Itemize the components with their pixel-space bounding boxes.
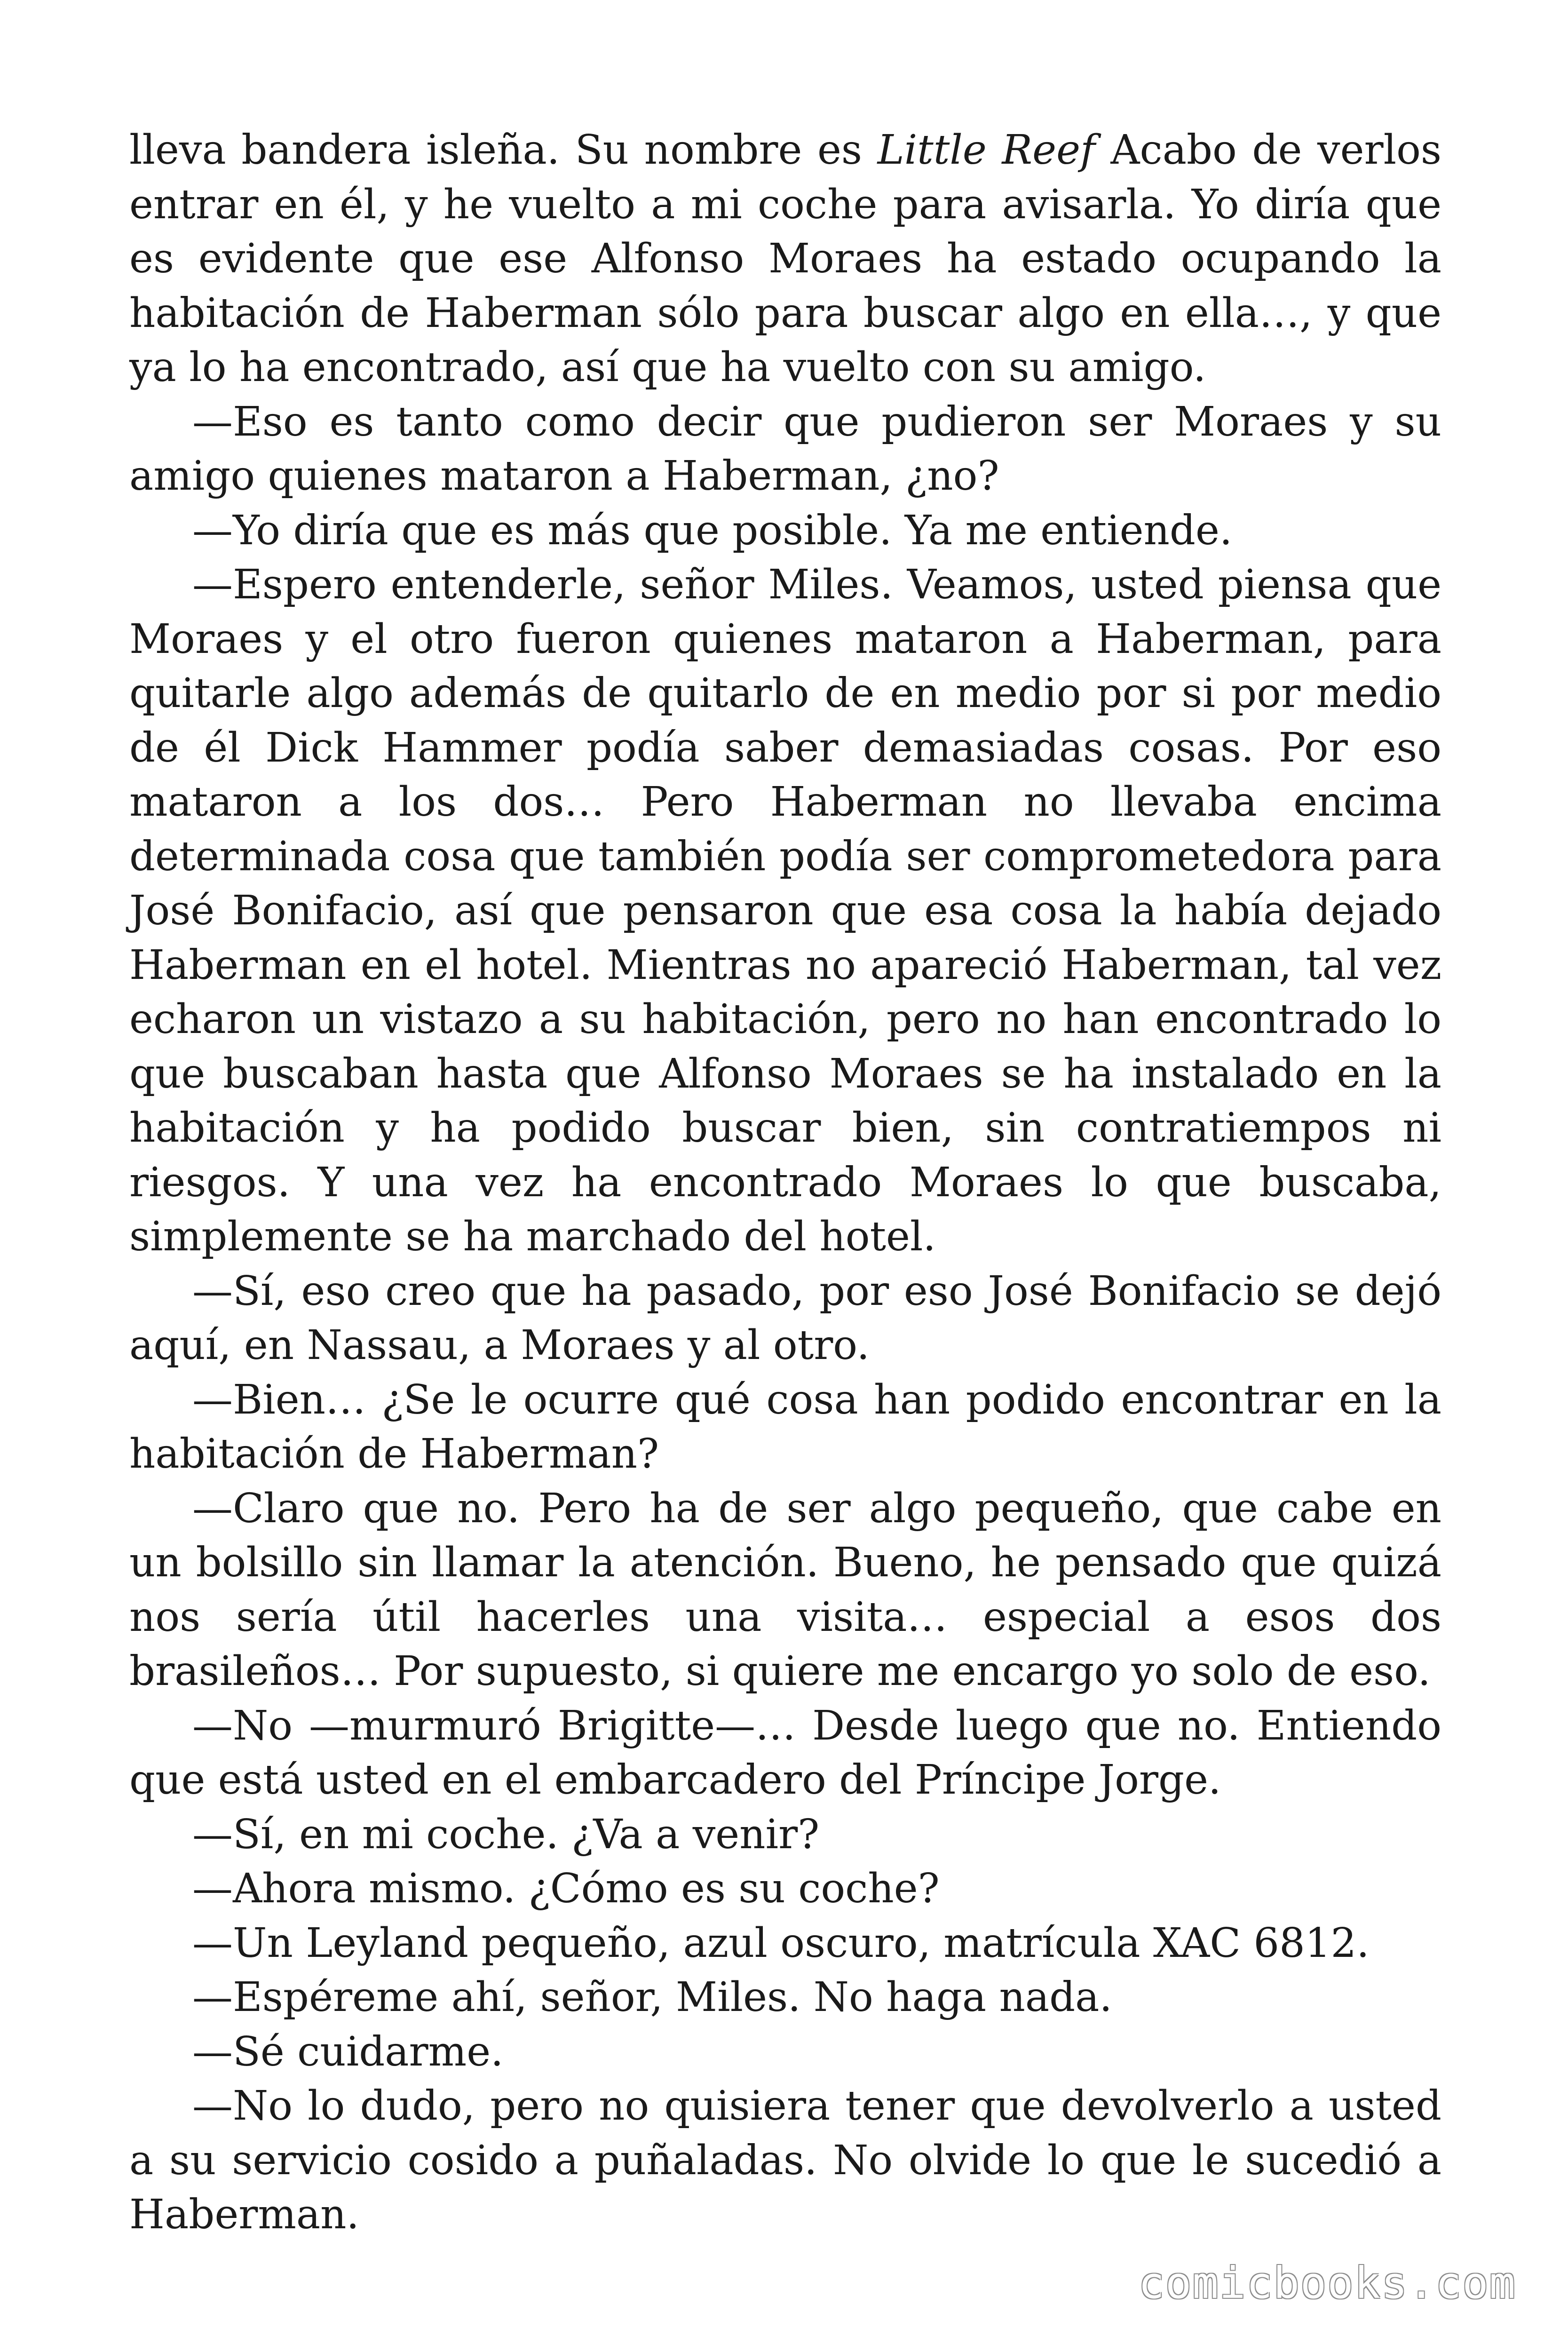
dialogue-paragraph: —No —murmuró Brigitte—… Desde luego que no. Entiendo que está usted en el embarcadero del Príncipe Jorge. — [129, 1702, 1441, 1804]
dialogue-paragraph: —Un Leyland pequeño, azul oscuro, matrícula XAC 6812. — [192, 1919, 1370, 1967]
dialogue-paragraph: —Eso es tanto como decir que pudieron ser Moraes y su amigo quienes mataron a Haberman, ¿no? — [129, 398, 1441, 500]
watermark: comicbooks.com — [1138, 2258, 1516, 2308]
dialogue-paragraph: —Sí, en mi coche. ¿Va a venir? — [192, 1811, 820, 1858]
dialogue-paragraph: —Espero entenderle, señor Miles. Veamos, usted piensa que Moraes y el otro fueron quienes mataron a Haberman, para quitarle algo además de quitarlo de en medio por si por medio de él Dick Hammer podía saber demasiadas cosas. Por eso mataron a los dos… Pero Haberman no llevaba encima determinada cosa que también podía ser comprometedora para José Bonifacio, así que pensaron que esa cosa la había dejado Haberman en el hotel. Mientras no apareció Haberman, tal vez echaron un vistazo a su habitación, pero no han encontrado lo que buscaban hasta que Alfonso Moraes se ha instalado en la habitación y ha podido buscar bien, sin contratiempos ni riesgos. Y una vez ha encontrado Moraes lo que buscaba, simplemente se ha marchado del hotel. — [129, 561, 1441, 1260]
boat-name: Little Reef — [877, 127, 1095, 174]
paragraph — [129, 123, 1441, 395]
paragraph-text: lleva bandera isleña. Su nombre es — [129, 127, 878, 174]
page-body — [129, 123, 1441, 2242]
dialogue-paragraph: —Espéreme ahí, señor, Miles. No haga nada. — [192, 1974, 1112, 2021]
dialogue-paragraph: —Bien… ¿Se le ocurre qué cosa han podido encontrar en la habitación de Haberman? — [129, 1376, 1441, 1478]
dialogue-paragraph: —Sí, eso creo que ha pasado, por eso José Bonifacio se dejó aquí, en Nassau, a Moraes y al otro. — [129, 1267, 1441, 1369]
dialogue-paragraph: —No lo dudo, pero no quisiera tener que devolverlo a usted a su servicio cosido a puñaladas. No olvide lo que le sucedió a Haberman. — [129, 2082, 1441, 2238]
dialogue-paragraph: —Ahora mismo. ¿Cómo es su coche? — [192, 1865, 940, 1912]
dialogue-paragraph: —Claro que no. Pero ha de ser algo pequeño, que cabe en un bolsillo sin llamar la atención. Bueno, he pensado que quizá nos sería útil hacerles una visita… especial a esos dos brasileños… Por supuesto, si quiere me encargo yo solo de eso. — [129, 1485, 1441, 1695]
paragraph-text: Acabo de verlos entrar en él, y he vuelto a mi coche para avisarla. Yo diría que es evidente que ese Alfonso Moraes ha estado ocupando la habitación de Haberman sólo para buscar algo en ella…, y que ya lo ha encontrado, así que ha vuelto con su amigo. — [129, 127, 1441, 391]
dialogue-paragraph: —Sé cuidarme. — [192, 2028, 504, 2075]
dialogue-paragraph: —Yo diría que es más que posible. Ya me entiende. — [192, 507, 1233, 554]
